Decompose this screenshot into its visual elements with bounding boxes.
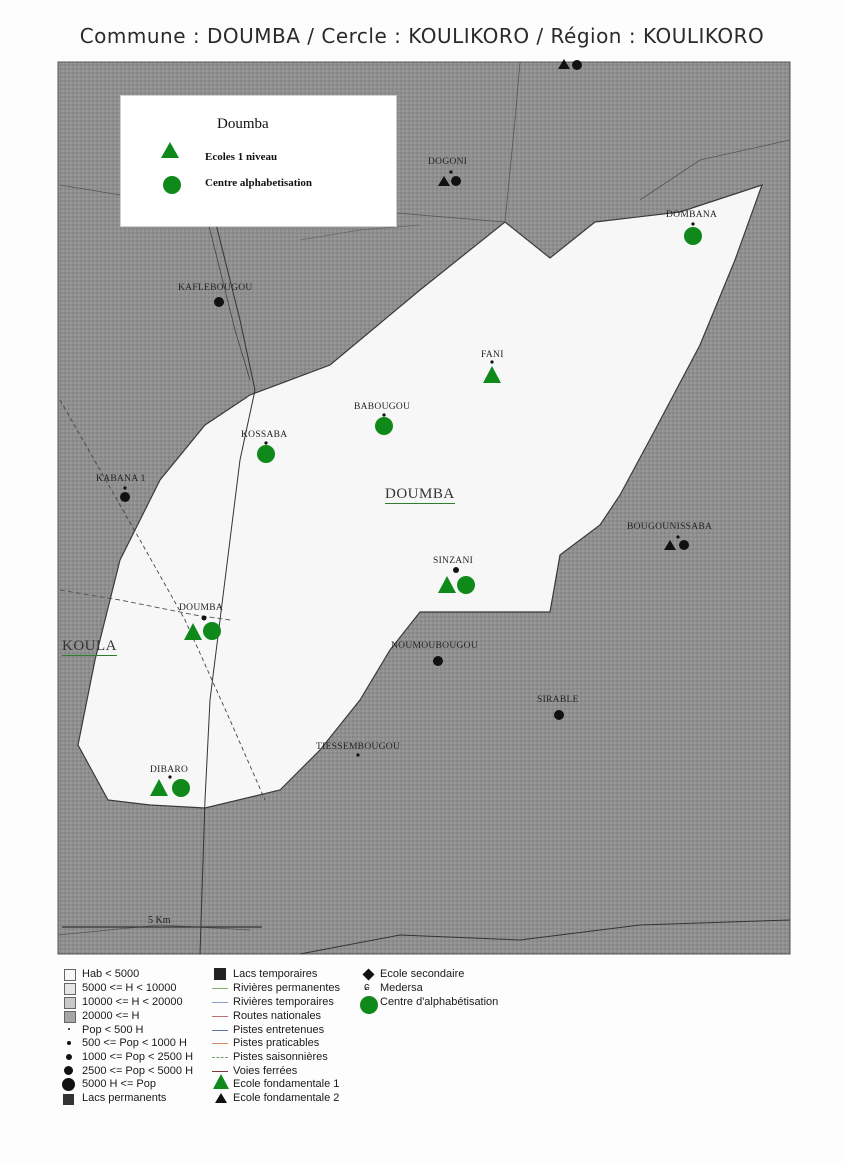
ecole-fondamentale-2-icon (214, 1092, 228, 1104)
dombana-center-icon (684, 227, 702, 245)
bougounissaba-center-icon (679, 540, 689, 550)
circle-icon (161, 174, 183, 196)
lacs-temporaires-swatch (214, 968, 226, 980)
village-label-bougounissaba: BOUGOUNISSABA (627, 522, 713, 532)
village-label-tiessembougou: TIESSEMBOUGOU (316, 742, 401, 752)
inset-legend (120, 95, 397, 227)
pop-2500-dot-icon (66, 1054, 72, 1060)
legend-col1-item: 5000 <= H < 10000 (82, 982, 177, 994)
dogoni-center-icon (451, 176, 461, 186)
legend-col2-item: Rivières temporaires (233, 996, 334, 1008)
ecole-secondaire-icon (362, 968, 375, 981)
kossaba-center-icon (257, 445, 275, 463)
legend-col3-item: Ecole secondaire (380, 968, 465, 980)
legend-col3-item: Centre d'alphabétisation (380, 996, 499, 1008)
legend-col1-item: 1000 <= Pop < 2500 H (82, 1051, 194, 1063)
tiessembougou-dot (356, 753, 359, 756)
legend-col2-item: Pistes saisonnières (233, 1051, 328, 1063)
pistes-entretenues-line (212, 1030, 228, 1031)
legend-col1-item: 5000 H <= Pop (82, 1078, 157, 1090)
dibaro-center-icon (172, 779, 190, 797)
rivieres-permanentes-line (212, 988, 228, 989)
legend-col1-item: 10000 <= H < 20000 (82, 996, 183, 1008)
legend-col1-item: 20000 <= H (82, 1010, 140, 1022)
legend-col2-item: Pistes entretenues (233, 1024, 325, 1036)
inset-title: Doumba (217, 116, 269, 132)
village-label-dibaro: DIBARO (150, 765, 189, 775)
legend-col3-item: Medersa (380, 982, 423, 994)
pop-5000-dot-icon (64, 1066, 73, 1075)
pop-500-dot-icon (68, 1028, 70, 1030)
village-label-sinzani: SINZANI (433, 556, 474, 566)
hab-lt-5000-swatch (64, 969, 76, 981)
legend-col2-item: Routes nationales (233, 1010, 322, 1022)
legend-col1-item: Pop < 500 H (82, 1024, 144, 1036)
legend-col1-item: Lacs permanents (82, 1092, 167, 1104)
legend-col2-item: Ecole fondamentale 2 (233, 1092, 340, 1104)
doumba-center-icon (203, 622, 221, 640)
pistes-saisonnieres-line (212, 1057, 228, 1058)
village-label-kaflebougou: KAFLEBOUGOU (178, 283, 253, 293)
legend-col1-item: 2500 <= Pop < 5000 H (82, 1065, 194, 1077)
map-title: Commune : DOUMBA / Cercle : KOULIKORO / Région : KOULIKORO (79, 24, 765, 48)
legend-col1-item: Hab < 5000 (82, 968, 140, 980)
legend-col2-item: Rivières permanentes (233, 982, 340, 994)
village-label-dombana: DOMBANA (666, 210, 718, 220)
village-label-kabana: KABANA 1 (96, 474, 146, 484)
pistes-praticables-line (212, 1043, 228, 1044)
legend-col2-item: Ecole fondamentale 1 (233, 1078, 340, 1090)
inset-item-label: Ecoles 1 niveau (205, 151, 278, 163)
village-label-dogoni: DOGONI (428, 157, 468, 167)
pop-max-dot-icon (62, 1078, 75, 1091)
top-center-icon (572, 60, 582, 70)
centre-alphabetisation-icon (358, 994, 380, 1016)
map-legend (58, 965, 790, 1110)
legend-col1-item: 500 <= Pop < 1000 H (82, 1037, 187, 1049)
ecole-fondamentale-1-icon (212, 1073, 230, 1090)
legend-col2-item: Lacs temporaires (233, 968, 318, 980)
village-label-noumoubougou: NOUMOUBOUGOU (391, 641, 478, 651)
kaflebougou-dot (214, 297, 224, 307)
hab-5000-swatch (64, 983, 76, 995)
sirable-dot (554, 710, 564, 720)
hab-20000-swatch (64, 1011, 76, 1023)
medersa-icon: ɕ (364, 981, 370, 993)
legend-col2-item: Voies ferrées (233, 1065, 298, 1077)
noumoubougou-dot (433, 656, 443, 666)
commune-label: DOUMBA (385, 486, 455, 502)
hab-10000-swatch (64, 997, 76, 1009)
sinzani-center-icon (457, 576, 475, 594)
routes-nationales-line (212, 1016, 228, 1017)
scale-label: 5 Km (148, 915, 171, 926)
lacs-permanents-swatch (63, 1094, 74, 1105)
village-label-babougou: BABOUGOU (354, 402, 411, 412)
legend-col2-item: Pistes praticables (233, 1037, 320, 1049)
babougou-center-icon (375, 417, 393, 435)
rivieres-temporaires-line (212, 1002, 228, 1003)
triangle-icon (159, 140, 181, 160)
village-label-sirable: SIRABLE (537, 695, 579, 705)
village-label-fani: FANI (481, 350, 504, 360)
village-label-doumba: DOUMBA (179, 603, 224, 613)
dogoni-dot (449, 170, 452, 173)
neighbor-label: KOULA (62, 638, 117, 654)
inset-item-label: Centre alphabetisation (205, 177, 313, 189)
village-label-kossaba: KOSSABA (241, 430, 288, 440)
kabana-dot (120, 492, 130, 502)
voies-ferrees-line (212, 1071, 228, 1072)
pop-1000-dot-icon (67, 1041, 71, 1045)
